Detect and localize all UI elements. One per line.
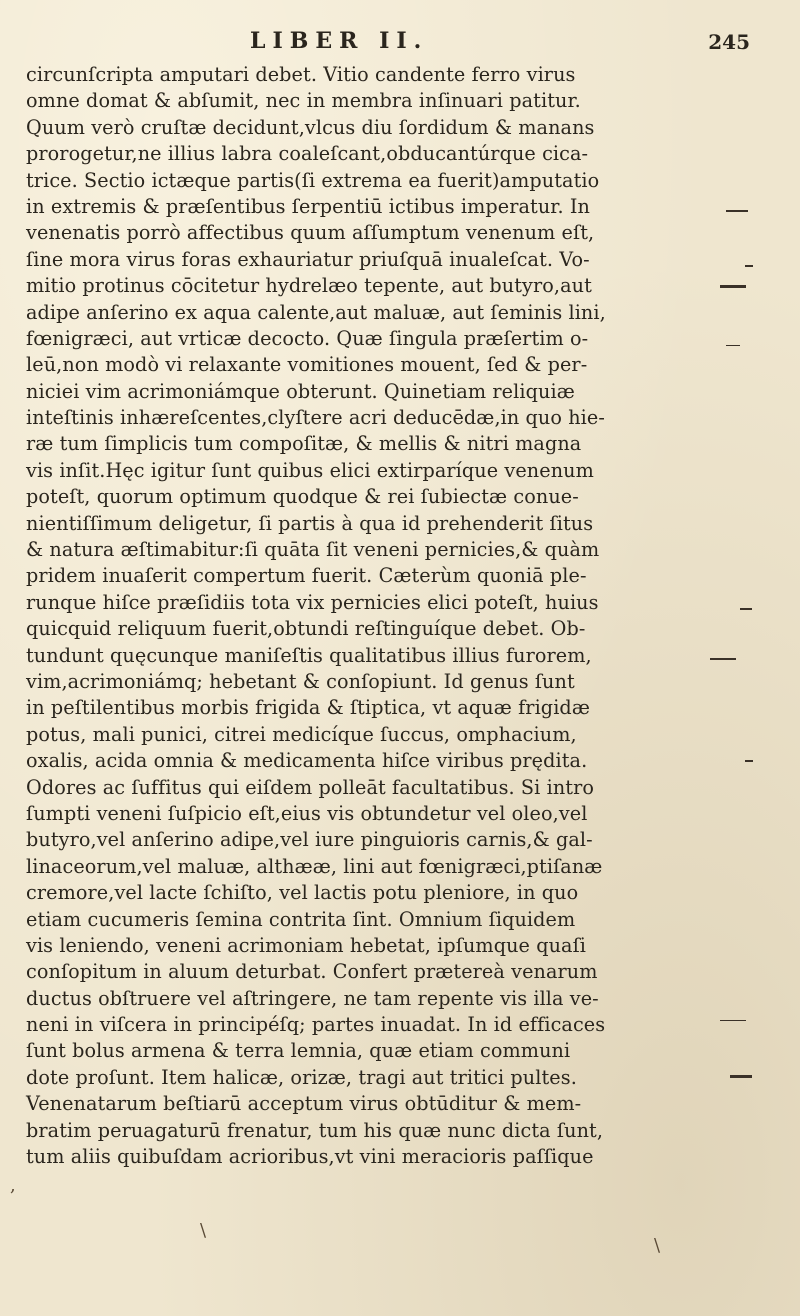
text-line: adipe anſerino ex aqua calente,aut maluæ, aut ſeminis lini, <box>26 300 606 324</box>
text-line: vis inſit.Hęc igitur ſunt quibus elici extirparíque venenum <box>26 458 594 482</box>
text-line: ræ tum ſimplicis tum compoſitæ, & mellis & nitri magna <box>26 432 582 456</box>
text-line: in peſtilentibus morbis frigida & ſtiptica, vt aquæ frigidæ <box>26 696 590 720</box>
text-line: dote proſunt. Item halicæ, orizæ, tragi aut tritici pultes. <box>26 1065 577 1089</box>
text-line: mitio protinus cōcitetur hydrelæo tepente, aut butyro,aut <box>26 274 592 298</box>
text-line: leū,non modò vi relaxante vomitiones mouent, ſed & per- <box>26 353 588 377</box>
margin-mark <box>720 1020 746 1021</box>
text-line: & natura æſtimabitur:ſi quāta ſit veneni pernicies,& quàm <box>26 538 600 562</box>
margin-mark <box>726 210 748 212</box>
margin-mark <box>730 1075 752 1078</box>
page-header <box>100 28 770 62</box>
margin-mark <box>726 345 740 346</box>
text-line: circunſcripta amputari debet. Vitio candente ferro virus <box>26 63 576 86</box>
ink-spot: \ <box>200 1220 207 1241</box>
text-line: omne domat & abſumit, nec in membra inſinuari patitur. <box>26 89 581 113</box>
text-line: quicquid reliquum fuerit,obtundi reſtinguíque debet. Ob- <box>26 617 586 641</box>
text-line: bratim peruagaturū frenatur, tum his quæ nunc dicta ſunt, <box>26 1118 604 1142</box>
text-line: vis leniendo, veneni acrimoniam hebetat, ipſumque quaſi <box>26 933 587 957</box>
text-line: neni in viſcera in principéſq; partes inuadat. In id efficaces <box>26 1013 606 1037</box>
text-line: oxalis, acida omnia & medicamenta hiſce viribus prędita. <box>26 749 588 773</box>
ink-spot: \ <box>654 1235 661 1256</box>
text-line: ſine mora virus foras exhauriatur priuſquā inualeſcat. Vo- <box>26 247 590 271</box>
text-line: tundunt quęcunque maniſeſtis qualitatibus illius furorem, <box>26 643 592 667</box>
text-line: butyro,vel anſerino adipe,vel iure pinguioris carnis,& gal- <box>26 828 593 852</box>
text-line: pridem inuaſerit compertum fuerit. Cæterùm quoniā ple- <box>26 564 587 588</box>
running-head: LIBER II. <box>250 28 429 54</box>
body-text <box>26 62 726 1170</box>
text-line: ſumpti veneni ſuſpicio eſt,eius vis obtundetur vel oleo,vel <box>26 801 588 825</box>
page-number: 245 <box>708 30 750 54</box>
text-line: runque hiſce præſidiis tota vix pernicies elici poteſt, huius <box>26 590 599 614</box>
margin-mark <box>720 285 746 288</box>
text-line: potus, mali punici, citrei medicíque ſuccus, omphacium, <box>26 722 577 746</box>
text-line: etiam cucumeris ſemina contrita ſint. Omnium ſiquidem <box>26 907 576 931</box>
ink-spot: , <box>10 1175 16 1196</box>
text-line: conſopitum in aluum deturbat. Confert prætereà venarum <box>26 960 598 984</box>
text-line: vim,acrimoniámq; hebetant & conſopiunt. Id genus ſunt <box>26 669 575 693</box>
text-line: nientiſſimum deligetur, ſi partis à qua id prehenderit ſitus <box>26 511 594 535</box>
text-line: trice. Sectio ictæque partis(ſi extrema ea fuerit)amputatio <box>26 168 600 192</box>
text-line: cremore,vel lacte ſchiſto, vel lactis potu pleniore, in quo <box>26 881 579 905</box>
text-line: ductus obſtruere vel aſtringere, ne tam repente vis illa ve- <box>26 986 599 1010</box>
text-line: in extremis & præſentibus ſerpentiū ictibus imperatur. In <box>26 194 590 218</box>
text-line: prorogetur,ne illius labra coaleſcant,obducantúrque cica- <box>26 142 589 166</box>
text-line: inteſtinis inhæreſcentes,clyſtere acri deducēdæ,in quo hie- <box>26 406 605 430</box>
text-line: ſunt bolus armena & terra lemnia, quæ etiam communi <box>26 1039 571 1063</box>
text-line: niciei vim acrimoniámque obterunt. Quinetiam reliquiæ <box>26 379 575 403</box>
text-line: poteſt, quorum optimum quodque & rei ſubiectæ conue- <box>26 485 579 509</box>
text-line: Quum verò cruſtæ decidunt,vlcus diu ſordidum & manans <box>26 115 595 139</box>
margin-mark <box>740 608 752 610</box>
text-line: venenatis porrò affectibus quum aſſumptum venenum eſt, <box>26 221 595 245</box>
text-line: Venenatarum beſtiarū acceptum virus obtūditur & mem- <box>26 1092 582 1116</box>
margin-mark <box>745 265 753 267</box>
text-line: Odores ac ſuffitus qui eiſdem polleāt facultatibus. Si intro <box>26 775 595 799</box>
text-line: tum aliis quibuſdam acrioribus,vt vini meracioris paſſique <box>26 1145 594 1169</box>
text-line: linaceorum,vel maluæ, althææ, lini aut fœnigræci,ptiſanæ <box>26 854 603 878</box>
margin-mark <box>710 658 736 660</box>
margin-mark <box>745 760 753 762</box>
text-line: fœnigræci, aut vrticæ decocto. Quæ ſingula præſertim o- <box>26 326 589 350</box>
